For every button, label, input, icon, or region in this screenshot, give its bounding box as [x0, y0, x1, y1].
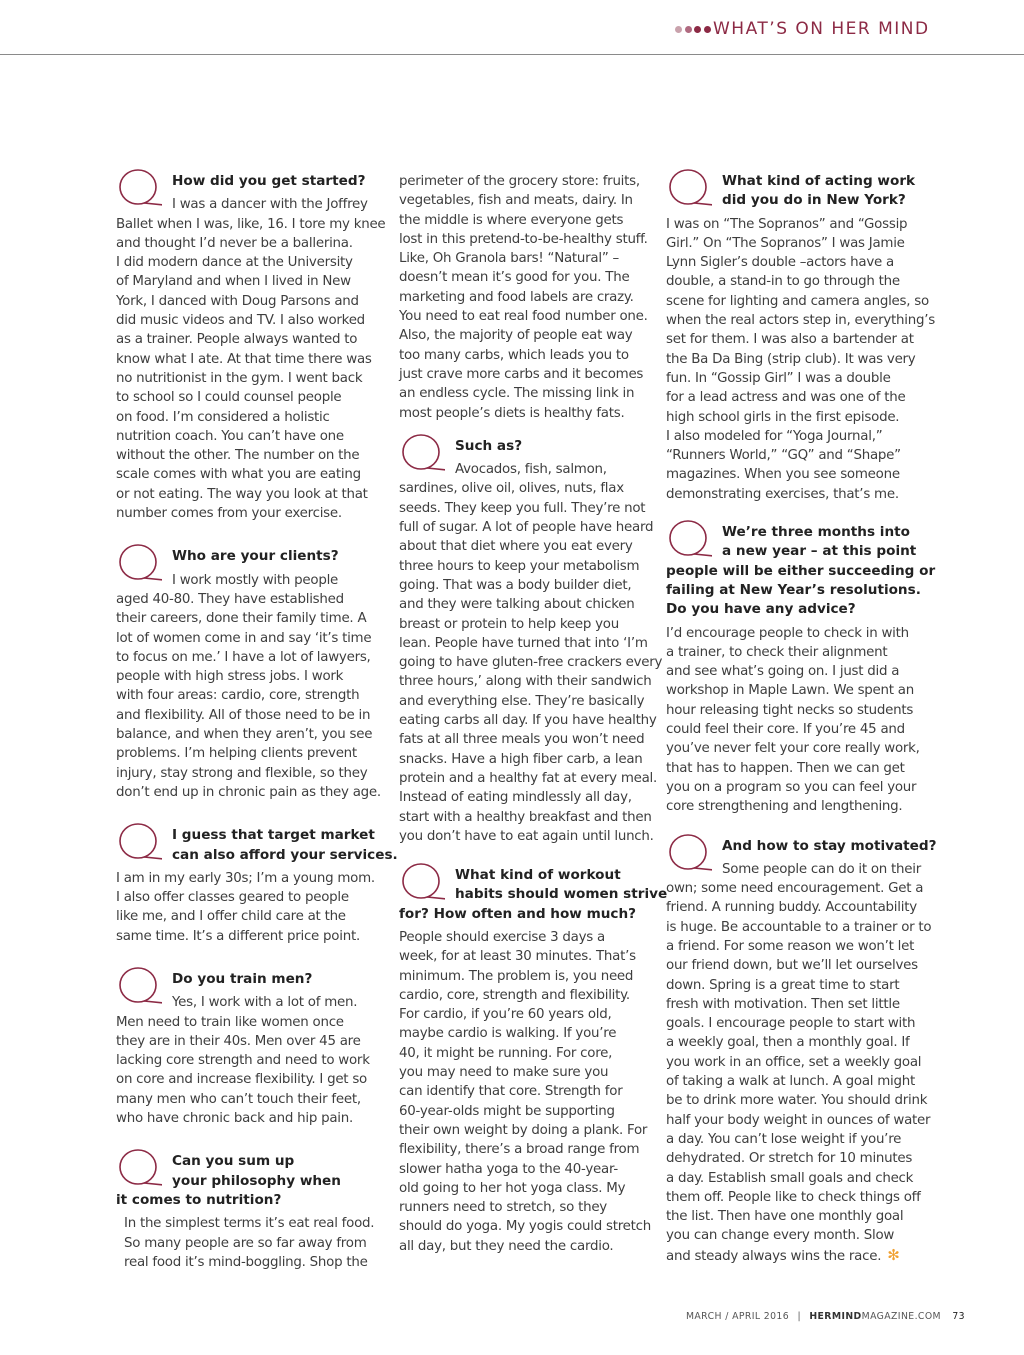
question-line: failing at New Year’s resolutions.: [666, 581, 921, 598]
answer-line: 60-year-olds might be supporting: [399, 1103, 615, 1119]
answer-line: eating carbs all day. If you have healthy: [399, 713, 657, 729]
answer-line: perimeter of the grocery store: fruits,: [399, 174, 640, 189]
question: [116, 826, 398, 865]
answer: [116, 869, 375, 946]
answer-line: core strengthening and lengthening.: [666, 799, 903, 815]
question-line: a new year – at this point: [722, 543, 917, 560]
answer-line: did music videos and TV. I also worked: [116, 313, 365, 329]
answer-line: vegetables, fish and meats, dairy. In: [399, 193, 633, 209]
qa-block: [399, 172, 649, 423]
answer-line: our friend down, but we’ll let ourselves: [666, 958, 918, 974]
answer-line: I also offer classes geared to people: [116, 890, 349, 906]
answer-line: “Runners World,” “GQ” and “Shape”: [666, 448, 901, 464]
qa-block: [666, 837, 937, 1267]
answer-line: nutrition coach. You can’t have one: [116, 428, 344, 444]
answer-line: doesn’t mean it’s good for you. The: [399, 270, 630, 286]
answer-line: know what I ate. At that time there was: [116, 351, 372, 367]
question-line: I guess that target market: [172, 827, 375, 844]
answer-line: For cardio, if you’re 60 years old,: [399, 1007, 612, 1023]
answer-line: you can change every month. Slow: [666, 1228, 895, 1244]
answer: [399, 928, 652, 1256]
question: [399, 437, 649, 456]
question-line: habits should women strive: [455, 886, 668, 903]
answer-line: could feel their core. If you’re 45 and: [666, 722, 905, 738]
answer-line: breast or protein to help keep you: [399, 616, 619, 632]
answer-line: number comes from your exercise.: [116, 506, 342, 522]
answer-line: that has to happen. Then we can get: [666, 760, 905, 776]
answer-line: People should exercise 3 days a: [399, 929, 605, 945]
answer-line: scene for lighting and camera angles, so: [666, 293, 929, 309]
answer-line: injury, stay strong and flexible, so they: [116, 765, 368, 781]
answer-line: their careers, done their family time. A: [116, 611, 367, 627]
answer-line: an endless cycle. The missing link in: [399, 386, 635, 402]
answer-line: high school girls in the first episode.: [666, 409, 900, 425]
answer-line: don’t end up in chronic pain as they age.: [116, 784, 381, 800]
answer-line: going to have gluten-free crackers every: [399, 655, 663, 671]
answer-line: hour releasing tight necks so students: [666, 702, 914, 718]
question-line: We’re three months into: [722, 524, 910, 541]
question-line: people will be either succeeding or: [666, 562, 936, 579]
answer-line: like me, and I offer child care at the: [116, 909, 346, 925]
answer-line: you may need to make sure you: [399, 1065, 609, 1081]
answer-line: snacks. Have a high fiber carb, a lean: [399, 751, 643, 767]
answer-line: down. Spring is a great time to start: [666, 977, 900, 993]
answer-line: you’ve never felt your core really work,: [666, 741, 920, 757]
answer-line: friend. A running buddy. Accountability: [666, 900, 917, 916]
answer-line: problems. I’m helping clients prevent: [116, 746, 357, 762]
answer-line: I am in my early 30s; I’m a young mom.: [116, 870, 375, 886]
qa-block: [666, 523, 936, 816]
qa-block: [399, 437, 663, 846]
answer: [666, 860, 932, 1266]
dot-4: [704, 26, 711, 33]
answer-line: and see what’s going on. I just did a: [666, 664, 900, 680]
answer-line: many men who can’t touch their feet,: [116, 1091, 361, 1107]
answer-line: for a lead actress and was one of the: [666, 390, 906, 406]
answer-line: York, I danced with Doug Parsons and: [116, 293, 359, 309]
answer-line: So many people are so far away from: [124, 1235, 367, 1251]
answer-line: seeds. They keep you full. They’re not: [399, 500, 646, 516]
answer-line: flexibility, there’s a broad range from: [399, 1142, 640, 1158]
answer-line: all day, but they need the cardio.: [399, 1238, 614, 1254]
column-left: [116, 150, 398, 1272]
answer-line: minimum. The problem is, you need: [399, 968, 634, 984]
answer-line: Instead of eating mindlessly all day,: [399, 790, 632, 806]
issue-date: MARCH / APRIL 2016: [686, 1311, 790, 1322]
answer-line: is huge. Be accountable to a trainer or to: [666, 919, 932, 935]
page-header: [0, 0, 1024, 55]
column-right: [666, 150, 937, 1266]
answer-line: Girl.” On “The Sopranos” I was Jamie: [666, 235, 905, 251]
answer-line: marketing and food labels are crazy.: [399, 289, 634, 305]
qa-block: [116, 826, 398, 946]
answer-line: you don’t have to eat again until lunch.: [399, 828, 654, 844]
end-mark-icon: ✻: [887, 1245, 900, 1264]
answer-line: double, a stand-in to go through the: [666, 274, 900, 290]
answer-line: full of sugar. A lot of people have heard: [399, 520, 654, 536]
answer-line: lacking core strength and need to work: [116, 1053, 370, 1069]
question-line: your philosophy when: [172, 1172, 341, 1189]
answer-line: and everything else. They’re basically: [399, 693, 645, 709]
question-line: Such as?: [455, 437, 523, 454]
answer-line: start with a healthy breakfast and then: [399, 809, 652, 825]
answer-line: they are in their 40s. Men over 45 are: [116, 1033, 361, 1049]
answer-line: you on a program so you can feel your: [666, 779, 917, 795]
footer-separator: |: [797, 1311, 801, 1322]
question-line: And how to stay motivated?: [722, 837, 937, 854]
answer-line: you work in an office, set a weekly goal: [666, 1054, 922, 1070]
answer-line: a day. You can’t lose weight if you’re: [666, 1131, 902, 1147]
answer-line: I was a dancer with the Joffrey: [172, 197, 368, 213]
qa-block: [399, 866, 668, 1256]
answer-line: when the real actors step in, everything’s: [666, 313, 935, 329]
question: [116, 970, 372, 989]
answer-line: balance, and when they aren’t, you see: [116, 727, 373, 743]
answer-line: Yes, I work with a lot of men.: [172, 995, 358, 1011]
answer-line: sardines, olive oil, olives, nuts, flax: [399, 481, 624, 497]
question-line: did you do in New York?: [722, 192, 906, 209]
answer-line: set for them. I was also a bartender at: [666, 332, 914, 348]
question-line: What kind of acting work: [722, 173, 916, 189]
answer-line: dehydrated. Or stretch for 10 minutes: [666, 1151, 913, 1167]
answer-line: too many carbs, which leads you to: [399, 347, 629, 363]
answer-line: I work mostly with people: [172, 572, 339, 588]
answer-line: lost in this pretend-to-be-healthy stuff.: [399, 231, 648, 247]
answer-line: should do yoga. My yogis could stretch: [399, 1219, 652, 1235]
qa-block: [116, 970, 372, 1128]
answer-line: I was on “The Sopranos” and “Gossip: [666, 216, 908, 232]
answer: [116, 993, 372, 1128]
answer-line: In the simplest terms it’s eat real food.: [124, 1216, 375, 1232]
answer-line: protein and a healthy fat at every meal.: [399, 770, 658, 786]
answer-line: goals. I encourage people to start with: [666, 1016, 916, 1032]
answer-line: just crave more carbs and it becomes: [399, 366, 644, 382]
answer: [116, 571, 381, 803]
question-line: Do you have any advice?: [666, 601, 856, 618]
answer-line: fats at all three meals you won’t need: [399, 732, 645, 748]
answer-line: maybe cardio is walking. If you’re: [399, 1026, 617, 1042]
answer-line: workshop in Maple Lawn. We spent an: [666, 683, 914, 699]
answer-line: magazines. When you see someone: [666, 467, 900, 483]
page-footer: [686, 1311, 986, 1322]
answer-line: cardio, core, strength and flexibility.: [399, 987, 630, 1003]
answer-line: I’d encourage people to check in with: [666, 625, 909, 641]
answer-line: people with high stress jobs. I work: [116, 669, 344, 685]
question: [116, 172, 372, 191]
answer-line: lean. People have turned that into ‘I’m: [399, 635, 648, 651]
section-title: WHAT’S ON HER MIND: [713, 19, 930, 39]
answer-line: three hours,’ along with their sandwich: [399, 674, 652, 690]
question-line: Who are your clients?: [172, 548, 339, 565]
dot-1: [675, 26, 682, 33]
answer-line: Lynn Sigler’s double –actors have a: [666, 255, 894, 271]
answer: [666, 215, 935, 504]
answer-line: lot of women come in and say ‘it’s time: [116, 630, 372, 646]
answer-line: fresh with motivation. Then set little: [666, 996, 900, 1012]
qa-block: [116, 172, 386, 523]
answer-line: 40, it might be running. For core,: [399, 1045, 613, 1061]
answer-line: or not eating. The way you look at that: [116, 486, 368, 502]
answer-line: most people’s diets is healthy fats.: [399, 405, 625, 421]
answer-line: with four areas: cardio, core, strength: [116, 688, 360, 704]
answer-line: and flexibility. All of those need to be in: [116, 707, 371, 723]
answer-line: You need to eat real food number one.: [399, 309, 648, 325]
answer-line: old going to her hot yoga class. My: [399, 1180, 626, 1196]
answer-line: the list. Then have one monthly goal: [666, 1209, 904, 1225]
answer-line: the middle is where everyone gets: [399, 212, 624, 228]
answer: [399, 460, 663, 846]
answer-line: a trainer, to check their alignment: [666, 644, 888, 660]
answer-line: be to drink more water. You should drink: [666, 1093, 928, 1109]
question-line: Do you train men?: [172, 970, 313, 987]
answer-line: own; some need encouragement. Get a: [666, 881, 924, 897]
answer-line: aged 40-80. They have established: [116, 591, 344, 607]
answer-line: Men need to train like women once: [116, 1014, 344, 1030]
qa-block: [666, 172, 935, 504]
question: [666, 172, 922, 211]
answer-line: Like, Oh Granola bars! “Natural” –: [399, 251, 619, 267]
site-name-mid: MAGAZINE: [861, 1311, 915, 1322]
answer-line: of taking a walk at lunch. A goal might: [666, 1074, 916, 1090]
answer-line: I also modeled for “Yoga Journal,”: [666, 428, 883, 444]
answer-line: and thought I’d never be a ballerina.: [116, 235, 353, 251]
question: [116, 1152, 372, 1210]
answer-line: of Maryland and when I lived in New: [116, 274, 351, 290]
answer-line: about that diet where you eat every: [399, 539, 633, 555]
answer-line: on core and increase flexibility. I get so: [116, 1072, 367, 1088]
answer-line: them off. People like to check things off: [666, 1189, 921, 1205]
header-dots: [675, 26, 713, 35]
answer-line: and they were talking about chicken: [399, 597, 635, 613]
answer-line: the Ba Da Bing (strip club). It was very: [666, 351, 916, 367]
question-line: for? How often and how much?: [399, 905, 637, 922]
question: [399, 866, 668, 924]
answer-line: to focus on me.’ I have a lot of lawyers,: [116, 649, 371, 665]
answer-line: Ballet when I was, like, 16. I tore my knee: [116, 216, 386, 232]
answer-line: Avocados, fish, salmon,: [455, 462, 607, 478]
answer-line: to school so I could counsel people: [116, 390, 342, 406]
answer-line: I did modern dance at the University: [116, 255, 353, 271]
qa-block: [116, 547, 381, 802]
answer: [116, 1214, 375, 1272]
question-line: can also afford your services.: [172, 846, 398, 863]
site-name-bold: HERMIND: [809, 1311, 862, 1322]
answer-line: runners need to stretch, so they: [399, 1200, 607, 1216]
answer-line: without the other. The number on the: [116, 448, 360, 464]
question-line: Can you sum up: [172, 1153, 295, 1170]
answer-line: slower hatha yoga to the 40-year-: [399, 1161, 618, 1177]
answer-line: scale comes with what you are eating: [116, 467, 361, 483]
question: [666, 837, 937, 856]
qa-block: [116, 1152, 375, 1272]
question-line: How did you get started?: [172, 173, 366, 189]
answer-line: three hours to keep your metabolism: [399, 558, 640, 574]
answer-line: fun. In “Gossip Girl” I was a double: [666, 370, 891, 386]
answer-line: week, for at least 30 minutes. That’s: [399, 949, 636, 965]
answer-line: no nutritionist in the gym. I went back: [116, 370, 363, 386]
answer: [399, 172, 649, 423]
answer-line: and steady always wins the race. ✻: [666, 1245, 900, 1264]
answer-line: a day. Establish small goals and check: [666, 1170, 914, 1186]
answer: [666, 624, 922, 817]
answer-line: a friend. For some reason we won’t let: [666, 938, 915, 954]
answer-line: Some people can do it on their: [722, 861, 922, 877]
dot-3: [694, 26, 701, 33]
question: [666, 523, 936, 619]
answer-line: demonstrating exercises, that’s me.: [666, 486, 899, 502]
answer-line: half your body weight in ounces of water: [666, 1112, 931, 1128]
question-line: it comes to nutrition?: [116, 1191, 282, 1208]
page-number: 73: [952, 1311, 965, 1322]
answer-line: their own weight by doing a plank. For: [399, 1122, 648, 1138]
dot-2: [685, 26, 692, 33]
column-middle: [399, 150, 668, 1256]
answer-line: Also, the majority of people eat way: [399, 328, 633, 344]
answer-line: can identify that core. Strength for: [399, 1084, 623, 1100]
answer-line: a weekly goal, then a monthly goal. If: [666, 1035, 910, 1051]
answer-line: real food it’s mind-boggling. Shop the: [124, 1254, 368, 1270]
answer-line: on food. I’m considered a holistic: [116, 409, 330, 425]
answer-line: going. That was a body builder diet,: [399, 577, 632, 593]
answer-line: same time. It’s a different price point.: [116, 928, 360, 944]
question: [116, 547, 372, 566]
site-name-tld: .COM: [914, 1311, 941, 1322]
answer-line: as a trainer. People always wanted to: [116, 332, 358, 348]
answer-line: who have chronic back and hip pain.: [116, 1111, 353, 1127]
answer: [116, 195, 386, 523]
question-line: What kind of workout: [455, 867, 621, 884]
